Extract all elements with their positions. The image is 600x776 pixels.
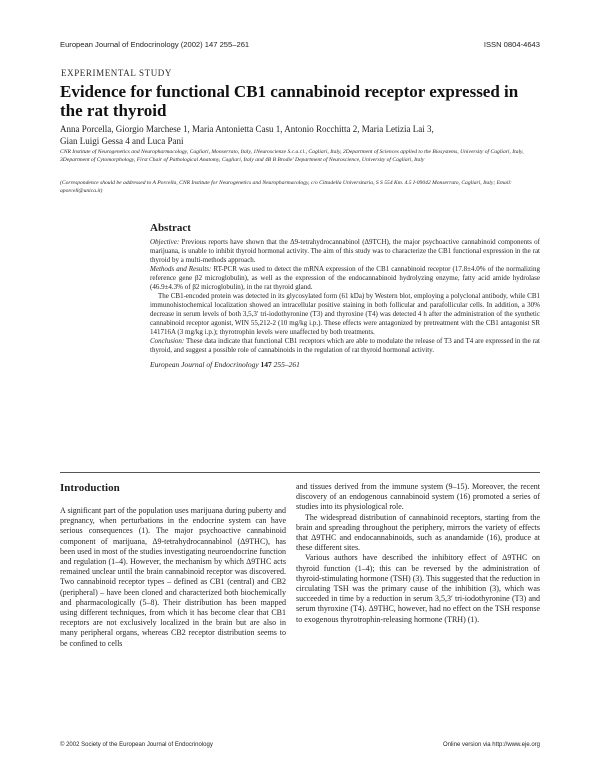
- intro-paragraph-1: A significant part of the population uses marijuana during puberty and pregnancy, when perturbations in the endocrine system can have serious consequences (1). The major psychoactive cannabinoid component of marijuana, Δ9-tetrahydrocannabinol (Δ9THC), has been used in most of the studies investigating neuroendocrine function and regulation (1–4). However, the mechanism by which Δ9THC acts remained unclear until the brain cannabinoid receptor was discovered. Two cannabinoid receptor types – defined as CB1 (central) and CB2 (peripheral) – have been cloned and characterized both biochemically and pharmacologically (5–8). Their distribution has been mapped using different techniques, from which it has become clear that CB1 receptors are not exclusively localized in the brain but are also in many peripheral organs, whereas CB2 receptor distribution seems to be confined to cells: [60, 506, 286, 648]
- running-header-issn: ISSN 0804-4643: [483, 40, 540, 49]
- introduction-heading: Introduction: [60, 482, 120, 494]
- body-column-left: [60, 482, 286, 649]
- author-line-2: Gian Luigi Gessa 4 and Luca Pani: [60, 135, 184, 146]
- affiliations: CNR Institute of Neurogenetics and Neuropharmacology, Cagliari, Monserrato, Italy, 1Neuroscienze S.c.a.r.l., Cagliari, Italy, 2Department of Sciences applied to the Biosystems, University of Cagliari, Italy, 3Department of Cytomorphology, First Chair of Pathological Anatomy, Cagliari, Italy and 4B B Brodie' Department of Neuroscience, University of Cagliari, Italy: [60, 149, 524, 163]
- citation-pages: 255–261: [273, 360, 300, 369]
- abstract-conclusion: [150, 337, 540, 355]
- objective-label: Objective:: [150, 238, 180, 246]
- methods-label: Methods and Results:: [150, 265, 212, 273]
- footer-online-link: Online version via http://www.eje.org: [442, 742, 540, 748]
- running-header-citation: European Journal of Endocrinology (2002) 147 255–261: [60, 40, 250, 49]
- abstract-body: [150, 238, 540, 355]
- abstract-methods: [150, 265, 540, 292]
- correspondence-note: (Correspondence should be addressed to A Porcella, CNR Institute for Neurogenetics and Neuropharmacology, c/o Cittadella Universitaria, S S 554 Km. 4.5 I-09042 Monserrato, Cagliari, Italy; Email: aporcell@unica.it): [60, 180, 512, 194]
- intro-paragraph-3: The widespread distribution of cannabinoid receptors, starting from the brain and spreading throughout the periphery, mirrors the variety of effects that Δ9THC and endocannabinoids, such as anandamide (16), produce at these different sites.: [296, 512, 540, 553]
- conclusion-text: These data indicate that functional CB1 receptors which are able to modulate the release of T3 and T4 are expressed in the rat thyroid, and suggest a possible role of cannabinoids in the regulation of rat thyroid hormonal activity.: [150, 337, 540, 354]
- section-divider: [60, 472, 540, 473]
- abstract-results: The CB1-encoded protein was detected in its glycosylated form (61 kDa) by Western blot, employing a polyclonal antibody, while CB1 immunohistochemical localization showed an intracellular positive staining in both follicular and parafollicular cells. In addition, a 30% decrease in serum levels of both 3,5,3′ tri-iodothyronine (T3) and thyroxine (T4) was detected 4 h after the administration of the synthetic cannabinoid receptor agonist, WIN 55,212-2 (10 mg/kg i.p.). These effects were antagonized by pretreatment with the CB1 antagonist SR 141716A (3 mg/kg i.p.); thyrotrophin levels were unaffected by both treatments.: [150, 292, 540, 336]
- abstract-citation: [150, 360, 540, 369]
- section-label: EXPERIMENTAL STUDY: [61, 68, 172, 78]
- footer-copyright: © 2002 Society of the European Journal of Endocrinology: [60, 742, 213, 748]
- intro-paragraph-4: Various authors have described the inhibitory effect of Δ9THC on thyroid function (1–4); this can be reversed by the administration of thyroid-stimulating hormone (TSH) (3). This suggested that the reduction in circulating TSH was the primary cause of the inhibition (3), which was succeeded in time by a reduction in serum 3,5,3′ tri-iodothyronine (T3) and serum thyroxine (T4). Δ9THC, however, had no effect on the TSH response to exogenous thyrotrophin-releasing hormone (TRH) (1).: [296, 553, 540, 624]
- abstract-heading: Abstract: [150, 222, 191, 234]
- conclusion-label: Conclusion:: [150, 337, 185, 345]
- author-line-1: Anna Porcella, Giorgio Marchese 1, Maria Antonietta Casu 1, Antonio Rocchitta 2, Maria Letizia Lai 3,: [60, 124, 434, 134]
- intro-paragraph-2: and tissues derived from the immune system (9–15). Moreover, the recent discovery of an endogenous cannabinoid system (16) promoted a series of studies into its physiological role.: [296, 482, 540, 512]
- article-title: Evidence for functional CB1 cannabinoid receptor expressed in the rat thyroid: [60, 82, 519, 120]
- author-list: [60, 124, 540, 147]
- abstract-section: [150, 222, 540, 369]
- abstract-objective: [150, 238, 540, 265]
- citation-journal: European Journal of Endocrinology: [150, 360, 259, 369]
- body-column-right: [296, 482, 540, 625]
- citation-volume: 147: [260, 360, 272, 369]
- objective-text: Previous reports have shown that the Δ9-tetrahydrocannabinol (Δ9TCH), the major psychoactive cannabinoid components of marijuana, is unable to inhibit thyroid hormonal activity. The aim of this study was to characterize the CB1 functional expression in the rat thyroid by a multi-methods approach.: [150, 238, 541, 264]
- methods-text: RT-PCR was used to detect the mRNA expression of the CB1 cannabinoid receptor (17.8±4.0% of the normalizing reference gene β2 microglobulin), as well as the expression of the endocannabinoid hydrolyzing enzyme, fatty acid amide hydrolase (46.9±4.3% of β2 microglobulin), in the rat thyroid gland.: [150, 265, 540, 291]
